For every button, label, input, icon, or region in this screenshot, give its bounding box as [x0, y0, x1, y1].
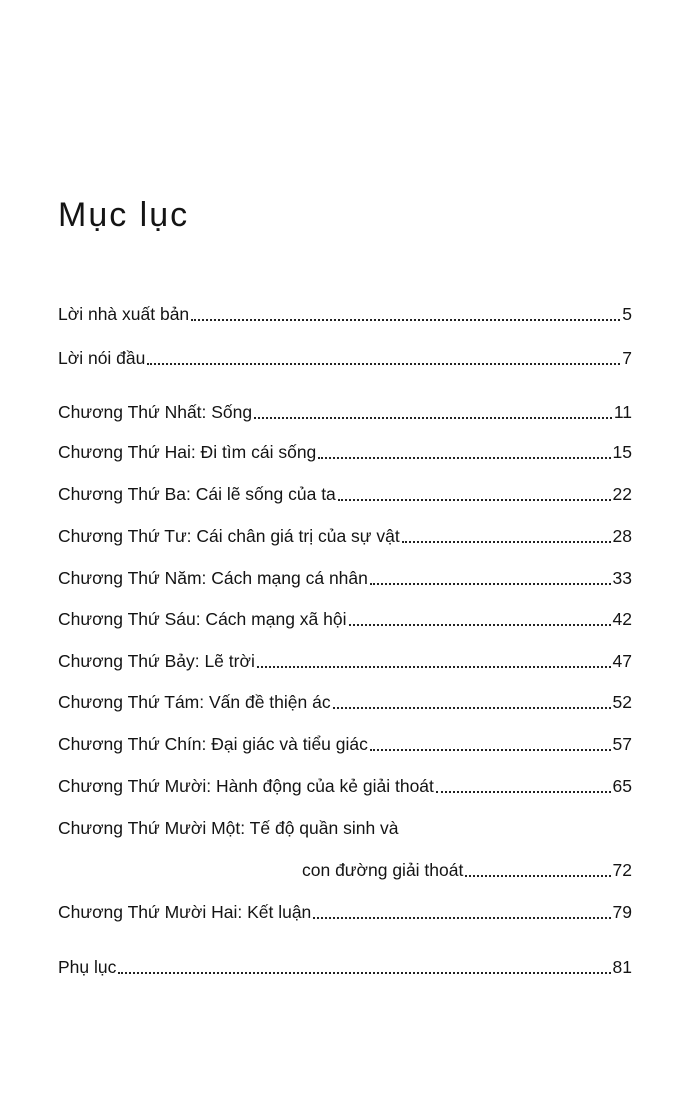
toc-entry-label: Chương Thứ Năm: Cách mạng cá nhân: [58, 568, 368, 588]
toc-entry-label: Chương Thứ Bảy: Lẽ trời: [58, 651, 255, 671]
toc-entry-page: 28: [612, 526, 632, 546]
page-title: Mục lục: [58, 196, 190, 234]
toc-entry-label: Chương Thứ Chín: Đại giác và tiểu giác: [58, 734, 368, 754]
toc-entry-page: 79: [612, 902, 632, 922]
dot-leader: [370, 749, 611, 751]
toc-entry-chapter-11-line2: [58, 852, 632, 880]
dot-leader: [118, 972, 610, 974]
toc-entry-chapter-11-line1: [58, 810, 632, 838]
dot-leader: [436, 791, 611, 793]
dot-leader: [465, 875, 610, 877]
toc-entry-label: Phụ lục: [58, 957, 117, 977]
toc-entry-loi-noi-dau: [58, 340, 632, 368]
toc-entry-page: 11: [613, 402, 632, 422]
toc-entry-chapter-5: [58, 560, 632, 588]
toc-entry-chapter-10: [58, 768, 632, 796]
toc-entry-page: 7: [622, 348, 632, 368]
toc-entry-page: 22: [612, 484, 632, 504]
dot-leader: [191, 319, 620, 321]
toc-entry-label: Chương Thứ Tám: Vấn đề thiện ác: [58, 692, 331, 712]
toc-entry-page: 57: [612, 734, 632, 754]
dot-leader: [349, 624, 611, 626]
toc-entry-label: Chương Thứ Sáu: Cách mạng xã hội: [58, 609, 347, 629]
dot-leader: [333, 707, 611, 709]
dot-leader: [257, 666, 611, 668]
dot-leader: [318, 457, 610, 459]
toc-entry-chapter-4: [58, 518, 632, 546]
toc-entry-page: 72: [612, 860, 632, 880]
toc-entry-page: 81: [612, 957, 632, 977]
toc-entry-label: con đường giải thoát: [302, 860, 464, 880]
toc-entry-page: 52: [612, 692, 632, 712]
toc-entry-page: 15: [612, 442, 632, 462]
toc-entry-label: Lời nhà xuất bản: [58, 304, 190, 324]
dot-leader: [254, 417, 612, 419]
toc-entry-chapter-7: [58, 643, 632, 671]
toc-entry-chapter-3: [58, 476, 632, 504]
toc-entry-label: Chương Thứ Mười Hai: Kết luận: [58, 902, 312, 922]
toc-entry-label: Lời nói đầu: [58, 348, 146, 368]
toc-list: [58, 0, 632, 1119]
dot-leader: [338, 499, 611, 501]
toc-entry-chapter-6: [58, 601, 632, 629]
toc-entry-label: Chương Thứ Nhất: Sống: [58, 402, 253, 422]
toc-entry-page: 33: [612, 568, 632, 588]
toc-entry-page: 42: [612, 609, 632, 629]
toc-entry-chapter-2: [58, 434, 632, 462]
toc-entry-label: Chương Thứ Mười Một: Tế độ quần sinh và: [58, 818, 399, 838]
toc-entry-loi-nha-xuat-ban: [58, 296, 632, 324]
dot-leader: [313, 917, 610, 919]
dot-leader: [147, 363, 620, 365]
toc-entry-chapter-9: [58, 726, 632, 754]
toc-entry-page: 47: [612, 651, 632, 671]
toc-entry-page: 65: [612, 776, 632, 796]
dot-leader: [402, 541, 611, 543]
toc-entry-phu-luc: [58, 949, 632, 977]
toc-entry-label: Chương Thứ Hai: Đi tìm cái sống: [58, 442, 317, 462]
dot-leader: [370, 583, 611, 585]
toc-entry-label: Chương Thứ Tư: Cái chân giá trị của sự vật: [58, 526, 400, 546]
toc-entry-chapter-1: [58, 394, 632, 422]
toc-entry-chapter-12: [58, 894, 632, 922]
toc-entry-label: Chương Thứ Ba: Cái lẽ sống của ta: [58, 484, 336, 504]
toc-entry-page: 5: [622, 304, 632, 324]
toc-entry-label: Chương Thứ Mười: Hành động của kẻ giải thoát: [58, 776, 434, 796]
toc-entry-chapter-8: [58, 684, 632, 712]
